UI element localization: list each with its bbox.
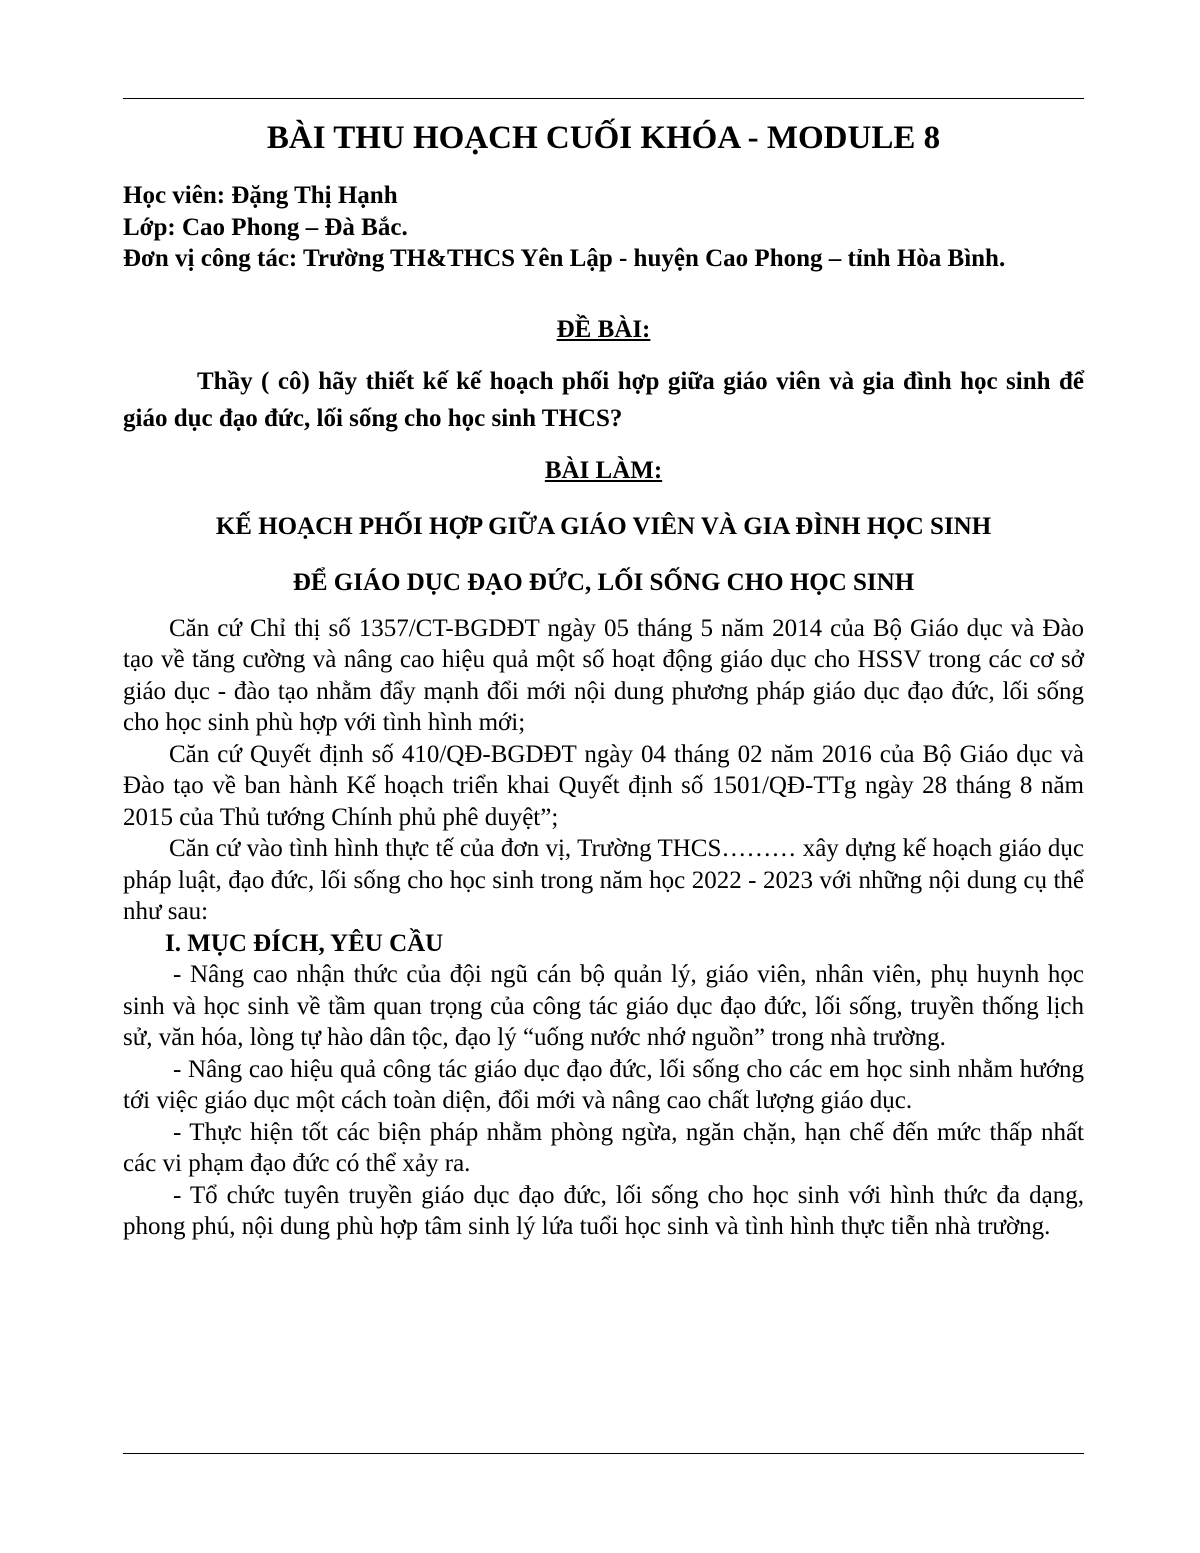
plan-title-line1: KẾ HOẠCH PHỐI HỢP GIỮA GIÁO VIÊN VÀ GIA ĐÌNH HỌC SINH [215, 512, 992, 540]
workplace: Đơn vị công tác: Trường TH&THCS Yên Lập - huyện Cao Phong – tỉnh Hòa Bình. [123, 245, 1006, 272]
section-heading: I. MỤC ĐÍCH, YÊU CẦU [165, 929, 444, 957]
document-page [123, 104, 1084, 1243]
bullet-1: - Nâng cao nhận thức của đội ngũ cán bộ quản lý, giáo viên, nhân viên, phụ huynh học sinh và học sinh về tầm quan trọng của công tác giáo dục đạo đức, lối sống, truyền thống lịch sử, văn hóa, lòng tự hào dân tộc, đạo lý “uống nước nhớ nguồn” trong nhà trường. [123, 961, 1084, 1051]
student-info [123, 180, 1084, 275]
body-paragraphs [123, 613, 1084, 928]
bullet-2: - Nâng cao hiệu quả công tác giáo dục đạo đức, lối sống cho các em học sinh nhằm hướng tới việc giáo dục một cách toàn diện, đổi mới và nâng cao chất lượng giáo dục. [123, 1055, 1084, 1114]
class-name: Lớp: Cao Phong – Đà Bắc. [123, 213, 408, 241]
bottom-rule [123, 1453, 1084, 1454]
answer-heading: BÀI LÀM: [544, 457, 663, 484]
bullet-3: - Thực hiện tốt các biện pháp nhằm phòng ngừa, ngăn chặn, hạn chế đến mức thấp nhất các vi phạm đạo đức có thể xảy ra. [123, 1118, 1084, 1177]
assignment-text: Thầy ( cô) hãy thiết kế kế hoạch phối hợp giữa giáo viên và gia đình học sinh để giáo dục đạo đức, lối sống cho học sinh THCS? [123, 368, 1084, 432]
bullet-list [123, 959, 1084, 1243]
paragraph-1: Căn cứ Chỉ thị số 1357/CT-BGDĐT ngày 05 tháng 5 năm 2014 của Bộ Giáo dục và Đào tạo về tăng cường và nâng cao hiệu quả một số hoạt động giáo dục cho HSSV trong các cơ sở giáo dục - đào tạo nhằm đẩy mạnh đổi mới nội dung phương pháp giáo dục đạo đức, lối sống cho học sinh phù hợp với tình hình mới; [123, 614, 1084, 736]
bullet-4: - Tổ chức tuyên truyền giáo dục đạo đức, lối sống cho học sinh với hình thức đa dạng, phong phú, nội dung phù hợp tâm sinh lý lứa tuổi học sinh và tình hình thực tiễn nhà trường. [123, 1181, 1084, 1240]
student-name: Học viên: Đặng Thị Hạnh [123, 182, 398, 209]
plan-title-line2: ĐỂ GIÁO DỤC ĐẠO ĐỨC, LỐI SỐNG CHO HỌC SINH [292, 569, 915, 596]
paragraph-3: Căn cứ vào tình hình thực tế của đơn vị, Trường THCS……… xây dựng kế hoạch giáo dục pháp luật, đạo đức, lối sống cho học sinh trong năm học 2022 - 2023 với những nội dung cụ thể như sau: [123, 835, 1084, 925]
assignment-heading: ĐỀ BÀI: [556, 315, 651, 343]
document-title: BÀI THU HOẠCH CUỐI KHÓA - MODULE 8 [266, 120, 941, 156]
top-rule [123, 98, 1084, 99]
paragraph-2: Căn cứ Quyết định số 410/QĐ-BGDĐT ngày 04 tháng 02 năm 2016 của Bộ Giáo dục và Đào tạo về ban hành Kế hoạch triển khai Quyết định số 1501/QĐ-TTg ngày 28 tháng 8 năm 2015 của Thủ tướng Chính phủ phê duyệt”; [123, 740, 1084, 831]
